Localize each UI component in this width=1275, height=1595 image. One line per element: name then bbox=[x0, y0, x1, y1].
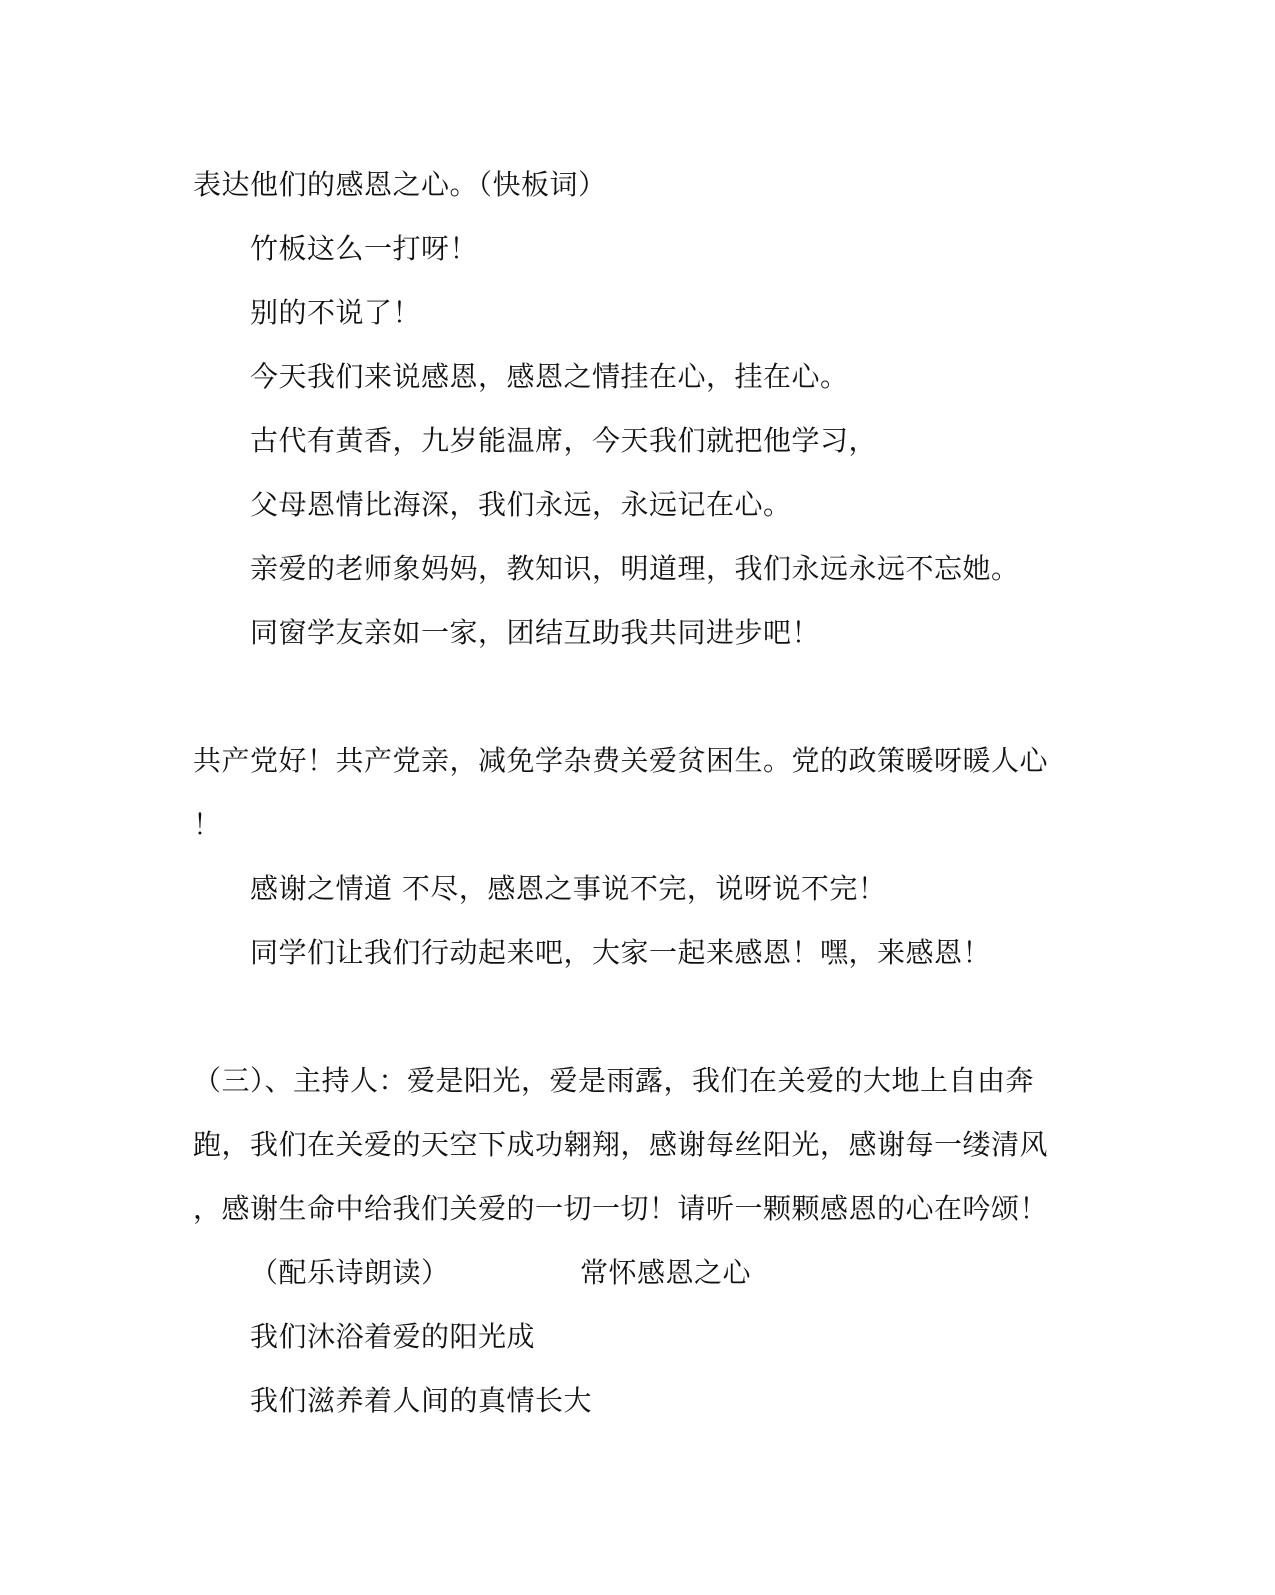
text-line: 古代有黄香，九岁能温席，今天我们就把他学习， bbox=[250, 424, 878, 457]
text-line: 我们沐浴着爱的阳光成 bbox=[250, 1320, 536, 1353]
text-line: （三）、主持人：爱是阳光，爱是雨露，我们在关爱的大地上自由奔 bbox=[193, 1064, 1035, 1097]
text-line: （配乐诗朗读） bbox=[250, 1256, 450, 1289]
poem-title: 常怀感恩之心 bbox=[580, 1256, 752, 1289]
text-line: 表达他们的感恩之心。（快板词） bbox=[193, 168, 607, 201]
text-line: 今天我们来说感恩，感恩之情挂在心，挂在心。 bbox=[250, 360, 849, 393]
text-line: 亲爱的老师象妈妈，教知识，明道理，我们永远永远不忘她。 bbox=[250, 552, 1020, 585]
text-line: 同学们让我们行动起来吧，大家一起来感恩！嘿，来感恩！ bbox=[250, 936, 992, 969]
text-line: ，感谢生命中给我们关爱的一切一切！请听一颗颗感恩的心在吟颂！ bbox=[193, 1192, 1049, 1225]
text-line: 父母恩情比海深，我们永远，永远记在心。 bbox=[250, 488, 792, 521]
text-line: 同窗学友亲如一家，团结互助我共同进步吧！ bbox=[250, 616, 821, 649]
text-line: 感谢之情道 不尽，感恩之事说不完，说呀说不完！ bbox=[250, 872, 887, 905]
text-line: 我们滋养着人间的真情长大 bbox=[250, 1384, 593, 1417]
text-line: 共产党好！共产党亲，减免学杂费关爱贫困生。党的政策暖呀暖人心 bbox=[193, 744, 1049, 777]
text-line: 跑，我们在关爱的天空下成功翱翔，感谢每丝阳光，感谢每一缕清风 bbox=[193, 1128, 1049, 1161]
text-line: 别的不说了！ bbox=[250, 296, 422, 329]
text-line: 竹板这么一打呀！ bbox=[250, 232, 479, 265]
text-line: ！ bbox=[193, 808, 222, 841]
